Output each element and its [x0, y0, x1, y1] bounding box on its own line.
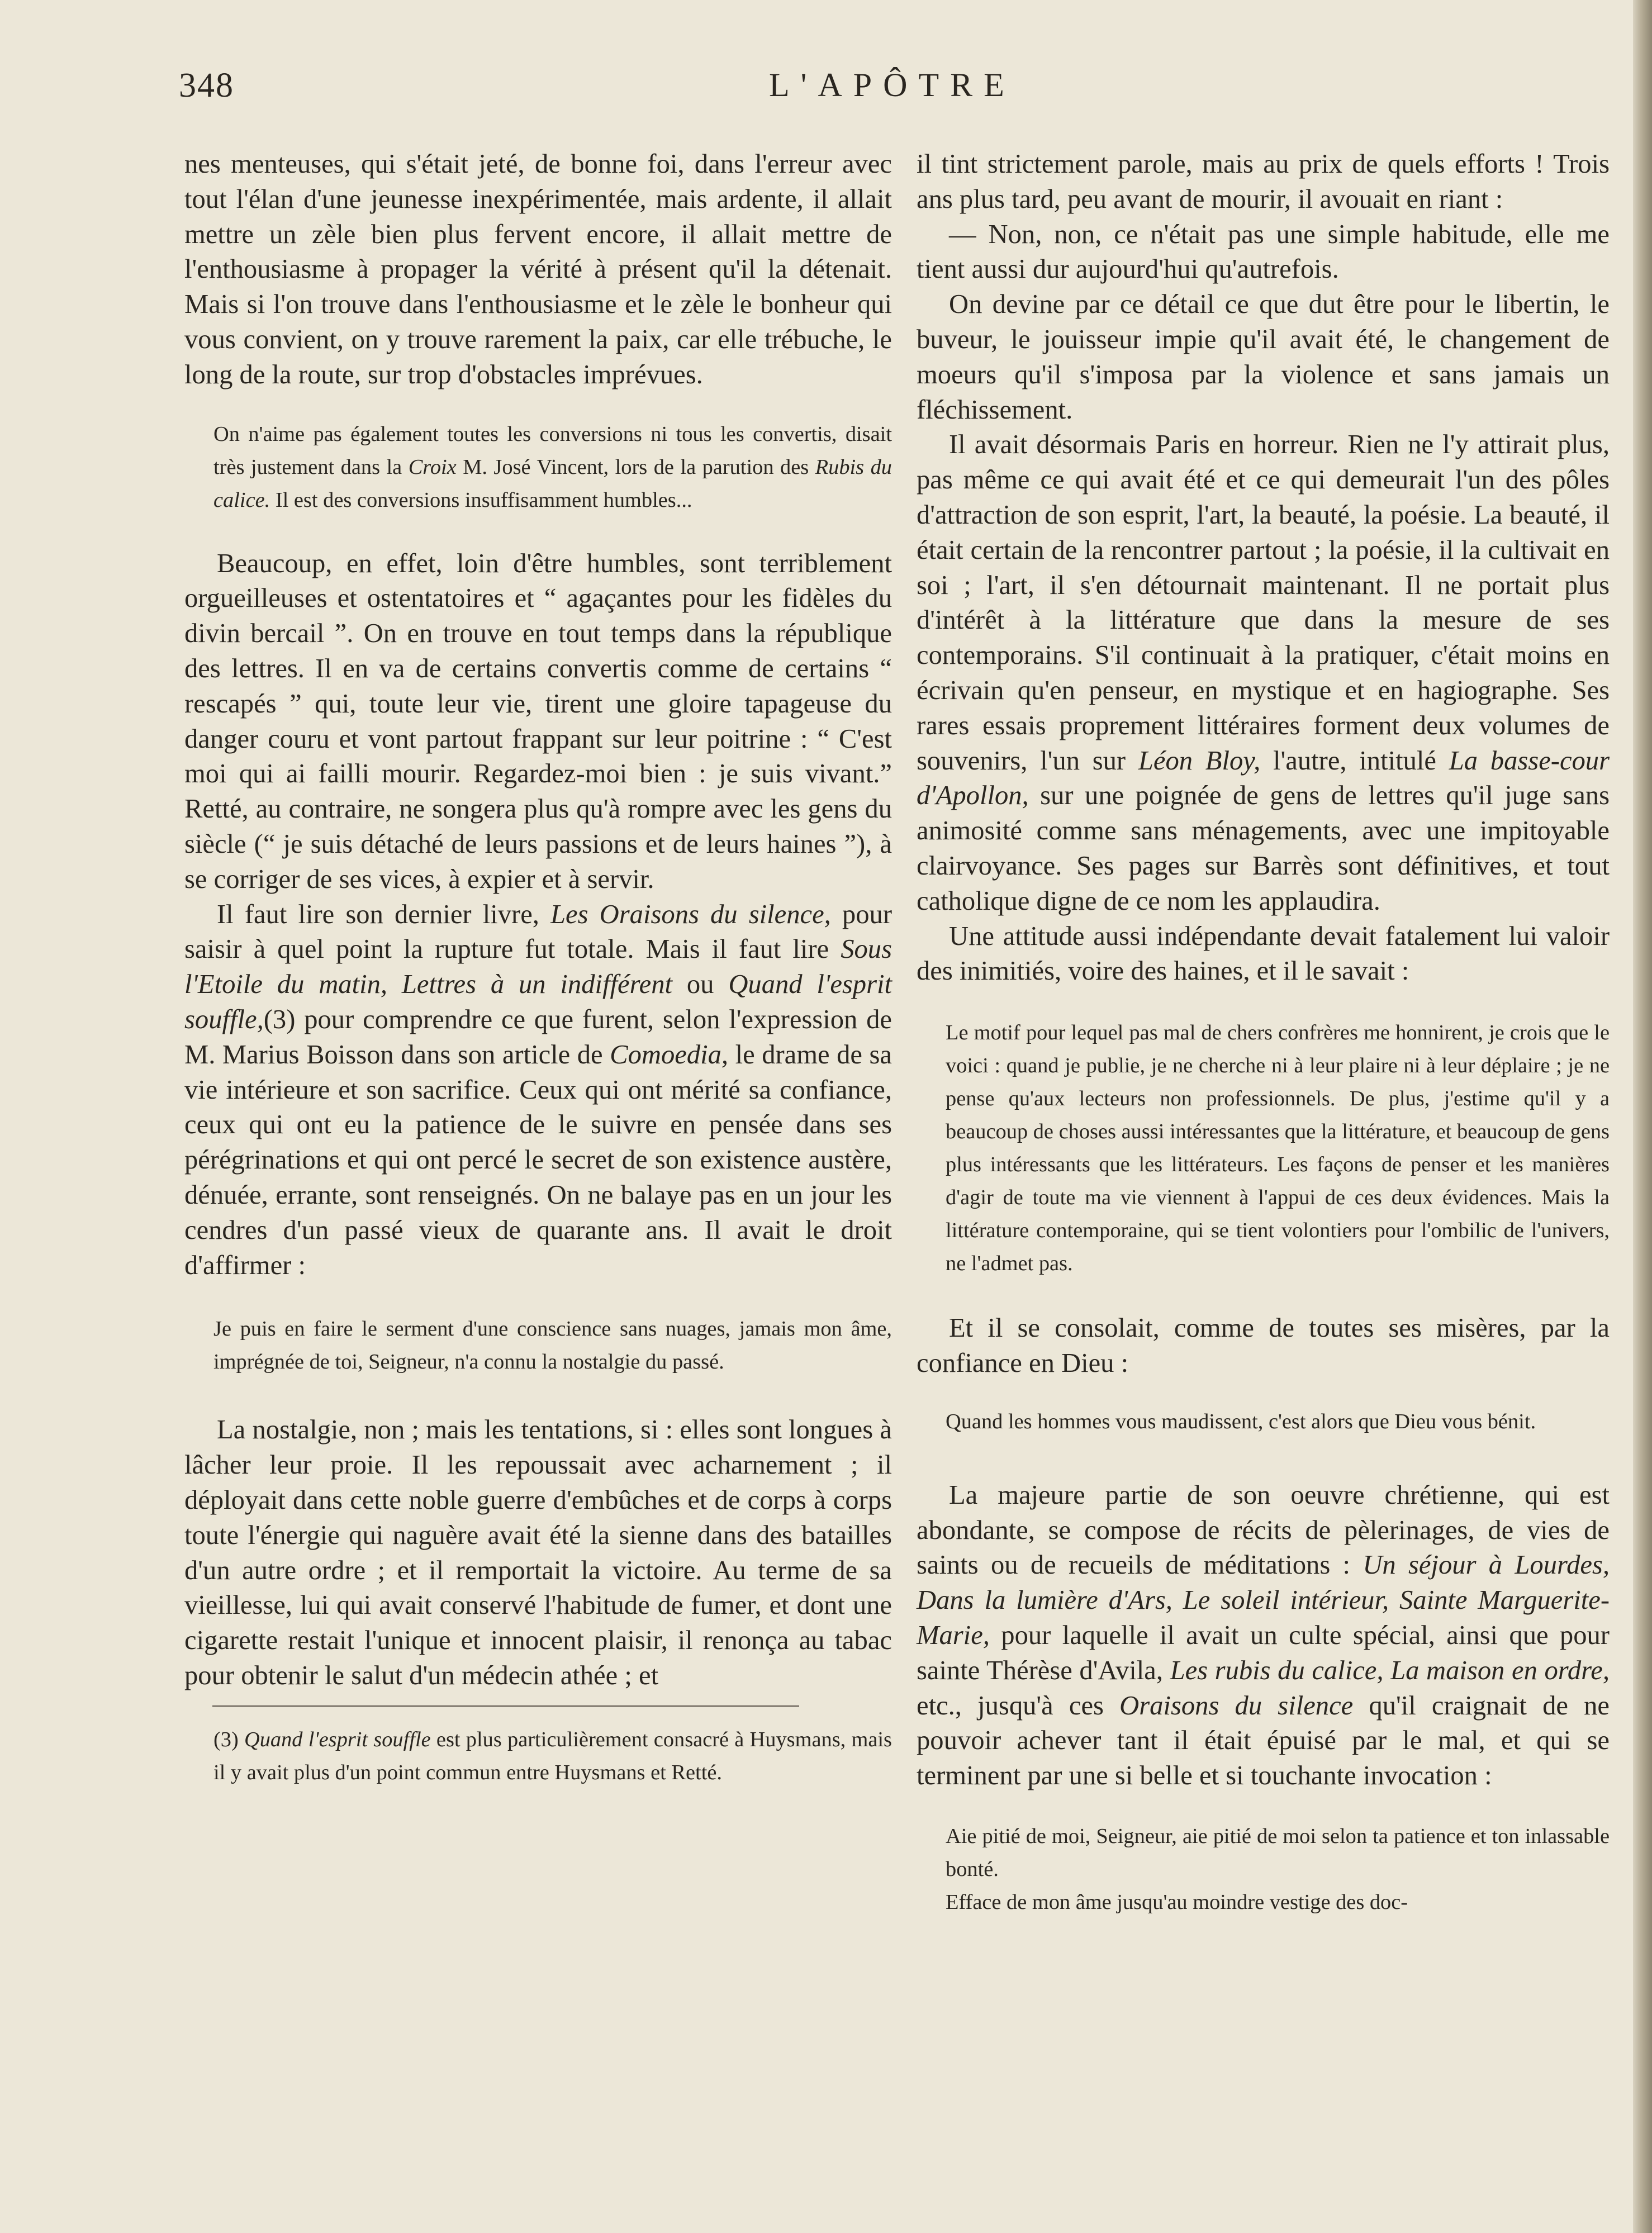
block-quote: Efface de mon âme jusqu'au moindre vestige des doc-: [946, 1890, 1408, 1914]
paragraph: Une attitude aussi indépendante devait fatalement lui valoir des inimitiés, voire des haines, et il le savait :: [917, 920, 1610, 986]
running-title: L'APÔTRE: [769, 66, 1015, 103]
block-quote: On n'aime pas également toutes les conversions ni tous les convertis, disait très justement dans la Croix M. José Vincent, lors de la parution des Rubis du calice. Il est des conversions insuffisamment humbles...: [213, 422, 892, 512]
paragraph: Beaucoup, en effet, loin d'être humbles, sont terriblement orgueilleuses et ostentatoires et “ agaçantes pour les fidèles du divin bercail ”. On en trouve en tout temps dans la république des lettres. Il en va de certains convertis comme de certains “ rescapés ” qui, toute leur vie, tirent une gloire tapageuse du danger couru et vont partout frappant sur leur poitrine : “ C'est moi qui ai failli mourir. Regardez-moi bien : je suis vivant.” Retté, au contraire, ne songera plus qu'à rompre avec les gens du siècle (“ je suis détaché de leurs passions et de leurs haines ”), à se corriger de ses vices, à expier et à servir.: [184, 548, 892, 894]
footnote: (3) Quand l'esprit souffle est plus particulièrement consacré à Huysmans, mais il y avait plus d'un point commun entre Huysmans et Retté.: [213, 1727, 892, 1784]
block-quote: Le motif pour lequel pas mal de chers confrères me honnirent, je crois que le voici : quand je publie, je ne cherche ni à leur plaire ni à leur déplaire ; je ne pense qu'aux lecteurs non professionnels. De plus, j'estime qu'il y a beaucoup de choses aussi intéressantes que la littérature, et beaucoup de gens plus intéressants que les littérateurs. Les façons de penser et les manières d'agir de toute ma vie viennent à l'appui de ces deux évidences. Mais la littérature contemporaine, qui se tient volontiers pour l'ombilic de l'univers, ne l'admet pas.: [946, 1021, 1610, 1276]
paragraph: La majeure partie de son oeuvre chrétienne, qui est abondante, se compose de récits de pèlerinages, de vies de saints ou de recueils de méditations : Un séjour à Lourdes, Dans la lumière d'Ars, Le soleil intérieur, Sainte Marguerite-Marie, pour laquelle il avait un culte spécial, ainsi que pour sainte Thérèse d'Avila, Les rubis du calice, La maison en ordre, etc., jusqu'à ces Oraisons du silence qu'il craignait de ne pouvoir achever tant il était épuisé par le mal, et qui se terminent par une si belle et si touchante invocation :: [917, 1479, 1610, 1791]
paragraph: Et il se consolait, comme de toutes ses misères, par la confiance en Dieu :: [917, 1313, 1610, 1378]
paragraph: — Non, non, ce n'était pas une simple habitude, elle me tient aussi dur aujourd'hui qu'autrefois.: [917, 218, 1610, 284]
paragraph: nes menteuses, qui s'était jeté, de bonne foi, dans l'erreur avec tout l'élan d'une jeunesse inexpérimentée, mais ardente, il allait mettre un zèle bien plus fervent encore, il allait mettre de l'enthousiasme à propager la vérité à présent qu'il la détenait. Mais si l'on trouve dans l'enthousiasme et le zèle le bonheur qui vous convient, on y trouve rarement la paix, car elle trébuche, le long de la route, sur trop d'obstacles imprévues.: [184, 149, 892, 389]
page-header: [179, 66, 1610, 116]
block-quote: Quand les hommes vous maudissent, c'est alors que Dieu vous bénit.: [946, 1409, 1536, 1433]
page-edge: [1633, 0, 1652, 2233]
footnote-rule: [212, 1705, 799, 1707]
left-column: [184, 146, 892, 1789]
paragraph: La nostalgie, non ; mais les tentations, si : elles sont longues à lâcher leur proie. Il les repoussait avec acharnement ; il déployait dans cette noble guerre d'embûches et de corps à corps toute l'énergie qui naguère avait été la sienne dans des batailles d'un autre ordre ; et il remportait la victoire. Au terme de sa vieillesse, lui qui avait conservé l'habitude de fumer, et dont une cigarette restait l'unique et innocent plaisir, il renonça au tabac pour obtenir le salut d'un médecin athée ; et: [184, 1414, 892, 1690]
block-quote: Aie pitié de moi, Seigneur, aie pitié de moi selon ta patience et ton inlassable bonté.: [946, 1824, 1610, 1881]
paragraph: il tint strictement parole, mais au prix de quels efforts ! Trois ans plus tard, peu avant de mourir, il avouait en riant :: [917, 149, 1610, 214]
paragraph: Il faut lire son dernier livre, Les Oraisons du silence, pour saisir à quel point la rupture fut totale. Mais il faut lire Sous l'Etoile du matin, Lettres à un indifférent ou Quand l'esprit souffle,(3) pour comprendre ce que furent, selon l'expression de M. Marius Boisson dans son article de Comoedia, le drame de sa vie intérieure et son sacrifice. Ceux qui ont mérité sa confiance, ceux qui ont eu la patience de le suivre en pensée dans ses pérégrinations et qui ont percé le secret de son existence austère, dénuée, errante, sont renseignés. On ne balaye pas en un jour les cendres d'un passé vieux de quarante ans. Il avait le droit d'affirmer :: [184, 899, 893, 1280]
right-column: [917, 146, 1610, 1919]
block-quote: Je puis en faire le serment d'une conscience sans nuages, jamais mon âme, imprégnée de toi, Seigneur, n'a connu la nostalgie du passé.: [213, 1317, 892, 1374]
paragraph: On devine par ce détail ce que dut être pour le libertin, le buveur, le jouisseur impie qu'il avait été, le changement de moeurs qu'il s'imposa par la violence et sans jamais un fléchissement.: [917, 289, 1610, 425]
page-number: 348: [179, 66, 234, 104]
paragraph: Il avait désormais Paris en horreur. Rien ne l'y attirait plus, pas même ce qui avait été et ce qui demeurait l'un des pôles d'attraction de son esprit, l'art, la beauté, la poésie. La beauté, il était certain de la rencontrer partout ; la poésie, il la cultivait en soi ; l'art, il s'en détournait maintenant. Il ne portait plus d'intérêt à la littérature que dans la mesure de ses contemporains. S'il continuait à la pratiquer, c'était moins en écrivain qu'en penseur, en mystique et en hagiographe. Ses rares essais proprement littéraires forment deux volumes de souvenirs, l'un sur Léon Bloy, l'autre, intitulé La basse-cour d'Apollon, sur une poignée de gens de lettres qu'il juge sans animosité comme sans ménagements, avec une impitoyable clairvoyance. Ses pages sur Barrès sont définitives, et tout catholique digne de ce nom les applaudira.: [917, 429, 1610, 916]
